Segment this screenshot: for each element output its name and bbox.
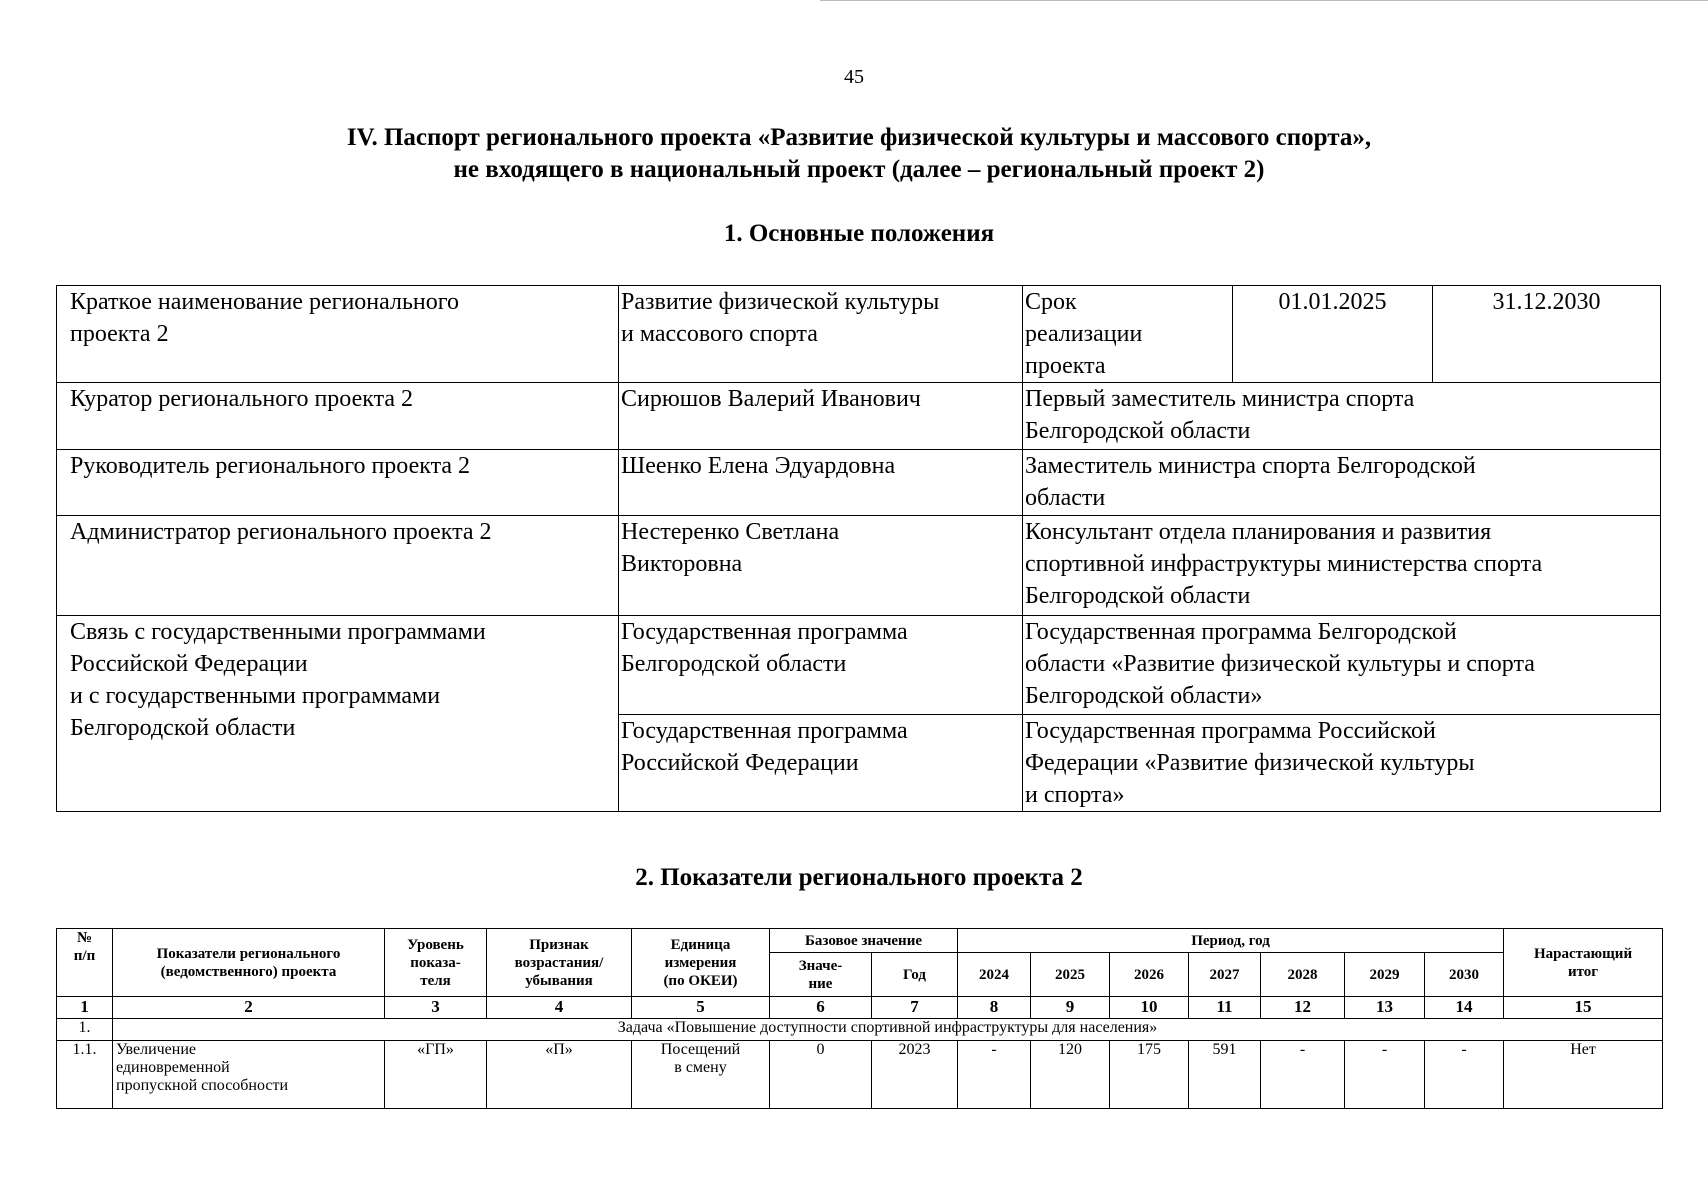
column-numbers-row xyxy=(57,997,1663,1019)
main-provisions-table xyxy=(56,285,1661,812)
administrator-position: Консультант отдела планирования и развития спортивной инфраструктуры министерства спорта Белгородской области xyxy=(1023,516,1661,616)
header-period: Период, год xyxy=(958,929,1504,953)
header-row xyxy=(57,929,1663,953)
col-number: 2 xyxy=(113,997,385,1019)
table-row xyxy=(57,516,1661,616)
col-number: 6 xyxy=(770,997,872,1019)
task-row xyxy=(57,1019,1663,1041)
col-number: 3 xyxy=(385,997,487,1019)
programs-link-label: Связь с государственными программами Российской Федерации и с государственными программами Белгородской области xyxy=(57,616,619,812)
curator-label: Куратор регионального проекта 2 xyxy=(57,383,619,450)
indicator-value-2025: 120 xyxy=(1031,1041,1110,1109)
federal-program-type: Государственная программа Российской Федерации xyxy=(619,715,1023,812)
section-1-title: 1. Основные положения xyxy=(723,220,995,247)
col-number: 12 xyxy=(1261,997,1345,1019)
header-indicator: Показатели регионального (ведомственного) проекта xyxy=(113,929,385,997)
header-year-2028: 2028 xyxy=(1261,953,1345,997)
administrator-label: Администратор регионального проекта 2 xyxy=(57,516,619,616)
page-number: 45 xyxy=(844,66,864,88)
col-number: 5 xyxy=(632,997,770,1019)
table-row xyxy=(57,616,1661,715)
indicator-base-year: 2023 xyxy=(872,1041,958,1109)
indicator-sign: «П» xyxy=(487,1041,632,1109)
col-number: 10 xyxy=(1110,997,1189,1019)
manager-position: Заместитель министра спорта Белгородской области xyxy=(1023,450,1661,516)
indicator-number: 1.1. xyxy=(57,1041,113,1109)
header-level: Уровень показа- теля xyxy=(385,929,487,997)
table-row xyxy=(57,450,1661,516)
curator-name: Сирюшов Валерий Иванович xyxy=(619,383,1023,450)
header-sign: Признак возрастания/ убывания xyxy=(487,929,632,997)
header-cumulative: Нарастающий итог xyxy=(1504,929,1663,997)
administrator-name: Нестеренко Светлана Викторовна xyxy=(619,516,1023,616)
short-name-label: Краткое наименование регионального проекта 2 xyxy=(57,286,619,383)
col-number: 13 xyxy=(1345,997,1425,1019)
col-number: 9 xyxy=(1031,997,1110,1019)
header-year-2024: 2024 xyxy=(958,953,1031,997)
indicator-value-2026: 175 xyxy=(1110,1041,1189,1109)
header-year-2026: 2026 xyxy=(1110,953,1189,997)
indicator-cumulative: Нет xyxy=(1504,1041,1663,1109)
col-number: 14 xyxy=(1425,997,1504,1019)
curator-position: Первый заместитель министра спорта Белгородской области xyxy=(1023,383,1661,450)
header-year-2027: 2027 xyxy=(1189,953,1261,997)
title-line-2: не входящего в национальный проект (далее – региональный проект 2) xyxy=(453,156,1265,183)
indicator-level: «ГП» xyxy=(385,1041,487,1109)
end-date: 31.12.2030 xyxy=(1433,286,1661,383)
header-unit: Единица измерения (по ОКЕИ) xyxy=(632,929,770,997)
indicator-value-2028: - xyxy=(1261,1041,1345,1109)
short-name-value: Развитие физической культуры и массового спорта xyxy=(619,286,1023,383)
regional-program-type: Государственная программа Белгородской области xyxy=(619,616,1023,715)
table-row xyxy=(57,1041,1663,1109)
section-2-title: 2. Показатели регионального проекта 2 xyxy=(635,864,1083,891)
header-year-2025: 2025 xyxy=(1031,953,1110,997)
indicator-value-2029: - xyxy=(1345,1041,1425,1109)
manager-name: Шеенко Елена Эдуардовна xyxy=(619,450,1023,516)
title-line-1: IV. Паспорт регионального проекта «Развитие физической культуры и массового спорта», xyxy=(346,124,1372,151)
task-number: 1. xyxy=(57,1019,113,1041)
header-year-2030: 2030 xyxy=(1425,953,1504,997)
indicator-base-value: 0 xyxy=(770,1041,872,1109)
col-number: 1 xyxy=(57,997,113,1019)
indicator-value-2024: - xyxy=(958,1041,1031,1109)
header-base-year: Год xyxy=(872,953,958,997)
col-number: 15 xyxy=(1504,997,1663,1019)
federal-program-name: Государственная программа Российской Федерации «Развитие физической культуры и спорта» xyxy=(1023,715,1661,812)
col-number: 7 xyxy=(872,997,958,1019)
table-row xyxy=(57,286,1661,383)
header-num: № п/п xyxy=(57,929,113,997)
header-base-value: Значе- ние xyxy=(770,953,872,997)
indicators-table xyxy=(56,928,1663,1109)
top-edge-line xyxy=(820,0,1708,1)
regional-program-name: Государственная программа Белгородской области «Развитие физической культуры и спорта Белгородской области» xyxy=(1023,616,1661,715)
header-base: Базовое значение xyxy=(770,929,958,953)
col-number: 11 xyxy=(1189,997,1261,1019)
table-row xyxy=(57,383,1661,450)
manager-label: Руководитель регионального проекта 2 xyxy=(57,450,619,516)
indicator-value-2030: - xyxy=(1425,1041,1504,1109)
indicator-name: Увеличение единовременной пропускной способности xyxy=(113,1041,385,1109)
col-number: 4 xyxy=(487,997,632,1019)
indicator-unit: Посещений в смену xyxy=(632,1041,770,1109)
start-date: 01.01.2025 xyxy=(1233,286,1433,383)
col-number: 8 xyxy=(958,997,1031,1019)
term-label: Срок реализации проекта xyxy=(1023,286,1233,383)
indicator-value-2027: 591 xyxy=(1189,1041,1261,1109)
header-year-2029: 2029 xyxy=(1345,953,1425,997)
task-title: Задача «Повышение доступности спортивной инфраструктуры для населения» xyxy=(113,1019,1663,1041)
